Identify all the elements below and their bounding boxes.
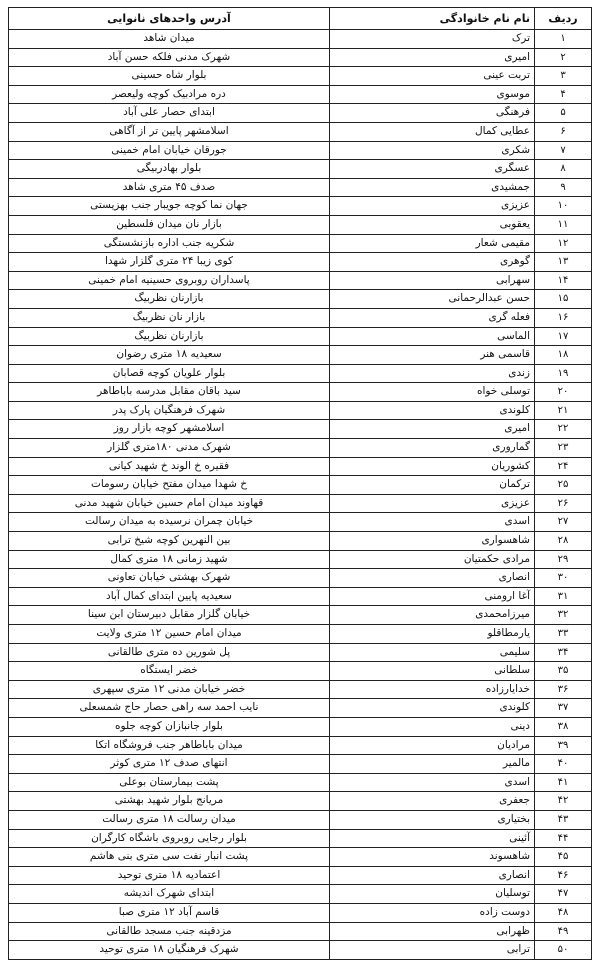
row-number-cell: ۴۵	[535, 848, 592, 867]
address-cell: بازار نان میدان فلسطین	[9, 215, 330, 234]
row-number-cell: ۴۹	[535, 922, 592, 941]
family-name-cell: میرزامحمدی	[330, 606, 535, 625]
table-row	[9, 587, 592, 606]
address-cell: بلوار بهادربیگی	[9, 160, 330, 179]
table-row	[9, 810, 592, 829]
row-number-cell: ۴	[535, 85, 592, 104]
family-name-cell: تربت عینی	[330, 67, 535, 86]
row-number-cell: ۳۴	[535, 643, 592, 662]
family-name-cell: عطایی کمال	[330, 122, 535, 141]
table-row	[9, 476, 592, 495]
family-name-cell: اسدی	[330, 773, 535, 792]
header-bakery-address: آدرس واحدهای نانوایی	[9, 8, 330, 30]
row-number-cell: ۴۱	[535, 773, 592, 792]
family-name-cell: جعفری	[330, 792, 535, 811]
address-cell: خیابان گلزار مقابل دبیرستان ابن سینا	[9, 606, 330, 625]
row-number-cell: ۳۶	[535, 680, 592, 699]
table-row	[9, 941, 592, 960]
address-cell: بازار نان نظربیگ	[9, 308, 330, 327]
address-cell: بین النهرین کوچه شیخ ترابی	[9, 532, 330, 551]
family-name-cell: فعله گری	[330, 308, 535, 327]
address-cell: قهاوند میدان امام حسین خیابان شهید مدنی	[9, 494, 330, 513]
family-name-cell: کلوندی	[330, 699, 535, 718]
address-cell: میدان رسالت ۱۸ متری رسالت	[9, 810, 330, 829]
family-name-cell: سهرابی	[330, 271, 535, 290]
table-row	[9, 885, 592, 904]
row-number-cell: ۱۵	[535, 290, 592, 309]
row-number-cell: ۴۴	[535, 829, 592, 848]
table-row	[9, 829, 592, 848]
family-name-cell: توسلیان	[330, 885, 535, 904]
address-cell: سعیدیه ۱۸ متری رضوان	[9, 346, 330, 365]
address-cell: فقیره خ الوند خ شهید کیانی	[9, 457, 330, 476]
table-row	[9, 717, 592, 736]
table-row	[9, 122, 592, 141]
family-name-cell: گوهری	[330, 253, 535, 272]
family-name-cell: دینی	[330, 717, 535, 736]
family-name-cell: مرادی حکمتیان	[330, 550, 535, 569]
row-number-cell: ۳۱	[535, 587, 592, 606]
row-number-cell: ۶	[535, 122, 592, 141]
table-row	[9, 30, 592, 49]
address-cell: خ شهدا میدان مفتح خیابان رسومات	[9, 476, 330, 495]
address-cell: بازارنان نظربیگ	[9, 290, 330, 309]
address-cell: شهرک فرهنگیان ۱۸ متری توحید	[9, 941, 330, 960]
family-name-cell: موسوی	[330, 85, 535, 104]
family-name-cell: عزیزی	[330, 494, 535, 513]
row-number-cell: ۳۸	[535, 717, 592, 736]
table-header-row	[9, 8, 592, 30]
family-name-cell: زندی	[330, 364, 535, 383]
row-number-cell: ۱۳	[535, 253, 592, 272]
table-row	[9, 215, 592, 234]
address-cell: پل شورین ده متری طالقانی	[9, 643, 330, 662]
address-cell: بلوار جانبازان کوچه جلوه	[9, 717, 330, 736]
family-name-cell: اسدی	[330, 513, 535, 532]
table-row	[9, 197, 592, 216]
row-number-cell: ۱۰	[535, 197, 592, 216]
row-number-cell: ۱۷	[535, 327, 592, 346]
address-cell: انتهای صدف ۱۲ متری کوثر	[9, 755, 330, 774]
address-cell: قاسم آباد ۱۲ متری صبا	[9, 903, 330, 922]
table-row	[9, 550, 592, 569]
family-name-cell: گماروری	[330, 439, 535, 458]
family-name-cell: امیری	[330, 420, 535, 439]
address-cell: دره مرادبیک کوچه ولیعصر	[9, 85, 330, 104]
address-cell: پشت بیمارستان بوعلی	[9, 773, 330, 792]
table-row	[9, 346, 592, 365]
row-number-cell: ۳۹	[535, 736, 592, 755]
row-number-cell: ۲	[535, 48, 592, 67]
family-name-cell: انصاری	[330, 866, 535, 885]
row-number-cell: ۱۲	[535, 234, 592, 253]
address-cell: کوی زیبا ۲۴ متری گلزار شهدا	[9, 253, 330, 272]
address-cell: شهرک فرهنگیان پارک پدر	[9, 401, 330, 420]
family-name-cell: جمشیدی	[330, 178, 535, 197]
table-row	[9, 383, 592, 402]
family-name-cell: عزیزی	[330, 197, 535, 216]
row-number-cell: ۲۸	[535, 532, 592, 551]
table-row	[9, 290, 592, 309]
table-row	[9, 866, 592, 885]
table-row	[9, 736, 592, 755]
address-cell: اعتمادیه ۱۸ متری توحید	[9, 866, 330, 885]
address-cell: پشت انبار نفت سی متری بنی هاشم	[9, 848, 330, 867]
address-cell: بلوار شاه حسینی	[9, 67, 330, 86]
address-cell: خضر ایستگاه	[9, 662, 330, 681]
address-cell: صدف ۴۵ متری شاهد	[9, 178, 330, 197]
table-body	[9, 30, 592, 960]
row-number-cell: ۱۱	[535, 215, 592, 234]
address-cell: نایب احمد سه راهی حصار حاج شمسعلی	[9, 699, 330, 718]
table-row	[9, 327, 592, 346]
table-row	[9, 104, 592, 123]
table-row	[9, 494, 592, 513]
family-name-cell: ظهرابی	[330, 922, 535, 941]
address-cell: بلوار رجایی روبروی باشگاه کارگران	[9, 829, 330, 848]
address-cell: سید باقان مقابل مدرسه باباطاهر	[9, 383, 330, 402]
row-number-cell: ۳	[535, 67, 592, 86]
row-number-cell: ۲۵	[535, 476, 592, 495]
address-cell: میدان شاهد	[9, 30, 330, 49]
table-row	[9, 67, 592, 86]
row-number-cell: ۴۶	[535, 866, 592, 885]
table-row	[9, 253, 592, 272]
family-name-cell: ترک	[330, 30, 535, 49]
table-row	[9, 439, 592, 458]
table-row	[9, 662, 592, 681]
family-name-cell: مقیمی شعار	[330, 234, 535, 253]
header-row-number: ردیف	[535, 8, 592, 30]
table-row	[9, 271, 592, 290]
row-number-cell: ۳۳	[535, 625, 592, 644]
address-cell: ابتدای شهرک اندیشه	[9, 885, 330, 904]
family-name-cell: خدایارزاده	[330, 680, 535, 699]
row-number-cell: ۲۴	[535, 457, 592, 476]
row-number-cell: ۴۳	[535, 810, 592, 829]
row-number-cell: ۲۲	[535, 420, 592, 439]
address-cell: اسلامشهر کوچه بازار روز	[9, 420, 330, 439]
row-number-cell: ۱۹	[535, 364, 592, 383]
row-number-cell: ۳۰	[535, 569, 592, 588]
row-number-cell: ۹	[535, 178, 592, 197]
family-name-cell: فرهنگی	[330, 104, 535, 123]
table-row	[9, 643, 592, 662]
family-name-cell: امیری	[330, 48, 535, 67]
family-name-cell: مرادیان	[330, 736, 535, 755]
family-name-cell: الماسی	[330, 327, 535, 346]
bakery-table	[8, 7, 592, 960]
address-cell: شهرک مدنی ۱۸۰متری گلزار	[9, 439, 330, 458]
family-name-cell: آئینی	[330, 829, 535, 848]
table-row	[9, 903, 592, 922]
family-name-cell: انصاری	[330, 569, 535, 588]
family-name-cell: شاهسوند	[330, 848, 535, 867]
address-cell: خیابان چمران نرسیده به میدان رسالت	[9, 513, 330, 532]
table-row	[9, 160, 592, 179]
row-number-cell: ۷	[535, 141, 592, 160]
address-cell: شهرک بهشتی خیابان تعاونی	[9, 569, 330, 588]
family-name-cell: حسن عبدالرحمانی	[330, 290, 535, 309]
family-name-cell: عسگری	[330, 160, 535, 179]
table-row	[9, 457, 592, 476]
table-row	[9, 569, 592, 588]
row-number-cell: ۴۸	[535, 903, 592, 922]
row-number-cell: ۲۱	[535, 401, 592, 420]
address-cell: پاسداران روبروی حسینیه امام خمینی	[9, 271, 330, 290]
family-name-cell: سلطانی	[330, 662, 535, 681]
table-row	[9, 178, 592, 197]
address-cell: میدان باباطاهر جنب فروشگاه اتکا	[9, 736, 330, 755]
header-family-name: نام نام خانوادگی	[330, 8, 535, 30]
family-name-cell: یعقوبی	[330, 215, 535, 234]
row-number-cell: ۲۶	[535, 494, 592, 513]
table-row	[9, 922, 592, 941]
table-row	[9, 308, 592, 327]
row-number-cell: ۲۹	[535, 550, 592, 569]
family-name-cell: شکری	[330, 141, 535, 160]
table-row	[9, 364, 592, 383]
table-row	[9, 401, 592, 420]
family-name-cell: کلوندی	[330, 401, 535, 420]
table-row	[9, 420, 592, 439]
family-name-cell: یارمطاقلو	[330, 625, 535, 644]
family-name-cell: توسلی خواه	[330, 383, 535, 402]
row-number-cell: ۱۴	[535, 271, 592, 290]
address-cell: مریانج بلوار شهید بهشتی	[9, 792, 330, 811]
row-number-cell: ۳۵	[535, 662, 592, 681]
row-number-cell: ۴۲	[535, 792, 592, 811]
row-number-cell: ۱	[535, 30, 592, 49]
row-number-cell: ۳۷	[535, 699, 592, 718]
family-name-cell: قاسمی هنر	[330, 346, 535, 365]
family-name-cell: بختیاری	[330, 810, 535, 829]
row-number-cell: ۳۲	[535, 606, 592, 625]
row-number-cell: ۲۰	[535, 383, 592, 402]
address-cell: خضر خیابان مدنی ۱۲ متری سپهری	[9, 680, 330, 699]
family-name-cell: دوست زاده	[330, 903, 535, 922]
address-cell: میدان امام حسین ۱۲ متری ولایت	[9, 625, 330, 644]
table-row	[9, 606, 592, 625]
family-name-cell: شاهسواری	[330, 532, 535, 551]
address-cell: شهرک مدنی فلکه حسن آباد	[9, 48, 330, 67]
table-row	[9, 625, 592, 644]
family-name-cell: کشوریان	[330, 457, 535, 476]
address-cell: ابتدای حصار علی آباد	[9, 104, 330, 123]
family-name-cell: آغا ارومنی	[330, 587, 535, 606]
address-cell: سعیدیه پایین ابتدای کمال آباد	[9, 587, 330, 606]
row-number-cell: ۵۰	[535, 941, 592, 960]
row-number-cell: ۴۷	[535, 885, 592, 904]
row-number-cell: ۲۳	[535, 439, 592, 458]
address-cell: مزدقینه جنب مسجد طالقانی	[9, 922, 330, 941]
table-row	[9, 532, 592, 551]
table-row	[9, 792, 592, 811]
row-number-cell: ۵	[535, 104, 592, 123]
table-row	[9, 848, 592, 867]
row-number-cell: ۲۷	[535, 513, 592, 532]
address-cell: شکریه جنب اداره بازنشستگی	[9, 234, 330, 253]
table-row	[9, 85, 592, 104]
table-row	[9, 699, 592, 718]
address-cell: جورقان خیابان امام خمینی	[9, 141, 330, 160]
address-cell: بازارنان نظربیگ	[9, 327, 330, 346]
row-number-cell: ۴۰	[535, 755, 592, 774]
table-row	[9, 680, 592, 699]
row-number-cell: ۸	[535, 160, 592, 179]
address-cell: اسلامشهر پایین تر از آگاهی	[9, 122, 330, 141]
family-name-cell: مالمیر	[330, 755, 535, 774]
address-cell: جهان نما کوچه جویبار جنب بهزیستی	[9, 197, 330, 216]
table-row	[9, 234, 592, 253]
family-name-cell: ترابی	[330, 941, 535, 960]
address-cell: شهید زمانی ۱۸ متری کمال	[9, 550, 330, 569]
table-row	[9, 48, 592, 67]
table-row	[9, 773, 592, 792]
table-row	[9, 513, 592, 532]
table-row	[9, 141, 592, 160]
family-name-cell: ترکمان	[330, 476, 535, 495]
table-row	[9, 755, 592, 774]
address-cell: بلوار علویان کوچه قصابان	[9, 364, 330, 383]
row-number-cell: ۱۶	[535, 308, 592, 327]
family-name-cell: سلیمی	[330, 643, 535, 662]
row-number-cell: ۱۸	[535, 346, 592, 365]
